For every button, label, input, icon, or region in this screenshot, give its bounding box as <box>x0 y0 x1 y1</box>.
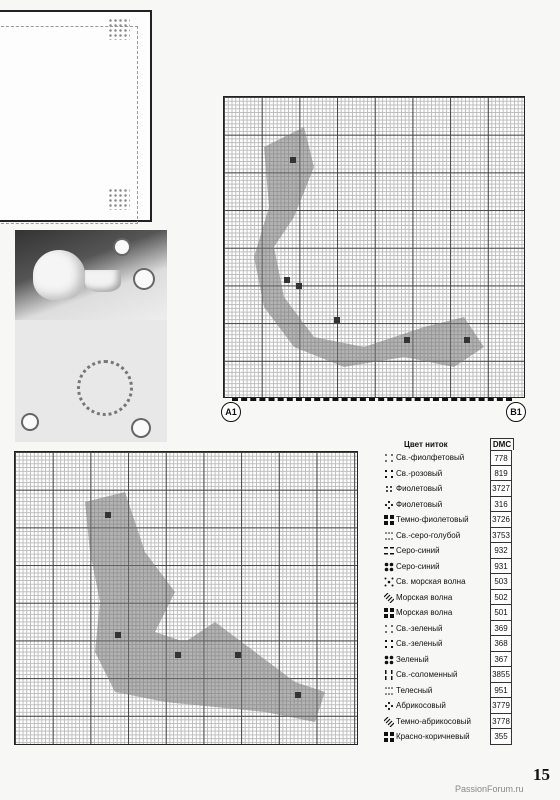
flower <box>23 415 37 429</box>
dmc-code: 369 <box>490 621 512 637</box>
cross-stitch-chart-top <box>223 96 525 398</box>
stitch-symbol-icon <box>384 500 394 510</box>
legend-item <box>384 667 514 683</box>
legend-item <box>384 466 514 482</box>
thread-color-name: Св.-зеленый <box>396 639 443 648</box>
legend-item <box>384 528 514 544</box>
dmc-code: 778 <box>490 450 512 466</box>
lace-corner-top <box>108 18 130 40</box>
legend-item <box>384 621 514 637</box>
legend-item <box>384 590 514 606</box>
legend-item <box>384 652 514 668</box>
legend-rows <box>384 450 514 745</box>
thread-color-name: Темно-фиолетовый <box>396 515 469 524</box>
dmc-code: 3753 <box>490 528 512 544</box>
thread-color-name: Св.-зеленый <box>396 623 443 633</box>
stitch-symbol-icon <box>384 469 394 479</box>
stitch-symbol-icon <box>384 515 394 525</box>
dmc-code: 951 <box>490 683 512 699</box>
stitch-symbol-icon <box>384 484 394 494</box>
stitch-symbol-icon <box>384 593 394 603</box>
marker-a1: A1 <box>221 402 241 422</box>
teacup <box>85 270 121 292</box>
page-number: 15 <box>533 765 550 784</box>
legend-item <box>384 559 514 575</box>
watermark: PassionForum.ru <box>455 784 524 794</box>
flower <box>135 270 153 288</box>
dmc-code: 932 <box>490 543 512 559</box>
flower <box>133 420 149 436</box>
stitch-symbol-icon <box>384 546 394 556</box>
chart-join-line <box>232 398 512 401</box>
decorative-card <box>0 10 152 222</box>
stitch-symbol-icon <box>384 624 394 634</box>
dmc-code: 316 <box>490 497 512 513</box>
dmc-header: DMC <box>490 438 514 450</box>
dmc-code: 3778 <box>490 714 512 730</box>
dmc-code: 501 <box>490 605 512 621</box>
thread-color-name: Абрикосовый <box>396 701 446 710</box>
stitch-pattern <box>15 452 359 746</box>
thread-color-name: Морская волна <box>396 608 453 617</box>
dmc-code: 3779 <box>490 698 512 714</box>
thread-color-name: Св.-розовый <box>396 468 443 478</box>
thread-color-name: Серо-синий <box>396 546 440 555</box>
legend-title: Цвет ниток <box>404 440 448 449</box>
cross-stitch-chart-bottom <box>14 451 358 745</box>
dmc-code: 3727 <box>490 481 512 497</box>
thread-color-name: Телесный <box>396 685 433 695</box>
legend-item <box>384 714 514 730</box>
stitch-symbol-icon <box>384 670 394 680</box>
legend-item <box>384 497 514 513</box>
dmc-code: 3726 <box>490 512 512 528</box>
teapot <box>33 250 85 300</box>
dmc-code: 503 <box>490 574 512 590</box>
legend-item <box>384 729 514 745</box>
stitch-symbol-icon <box>384 453 394 463</box>
dmc-code: 355 <box>490 729 512 745</box>
stitch-symbol-icon <box>384 717 394 727</box>
legend-item <box>384 512 514 528</box>
stitch-symbol-icon <box>384 531 394 541</box>
stitch-symbol-icon <box>384 562 394 572</box>
legend-item <box>384 605 514 621</box>
dmc-code: 367 <box>490 652 512 668</box>
thread-color-name: Св.-фиолфетовый <box>396 453 465 462</box>
stitch-symbol-icon <box>384 701 394 711</box>
dmc-code: 3855 <box>490 667 512 683</box>
stitch-symbol-icon <box>384 655 394 665</box>
flower <box>115 240 129 254</box>
legend-item <box>384 636 514 652</box>
stitch-symbol-icon <box>384 608 394 618</box>
legend-item <box>384 683 514 699</box>
thread-color-name: Св. морская волна <box>396 577 466 586</box>
thread-color-name: Темно-абрикосовый <box>396 716 471 726</box>
stitch-symbol-icon <box>384 686 394 696</box>
thread-color-name: Морская волна <box>396 592 453 602</box>
stitch-symbol-icon <box>384 577 394 587</box>
thread-color-name: Св.-соломенный <box>396 670 458 679</box>
thread-color-name: Красно-коричневый <box>396 732 470 741</box>
dmc-code: 502 <box>490 590 512 606</box>
thread-color-name: Фиолетовый <box>396 499 443 509</box>
thread-legend <box>384 437 514 745</box>
thread-color-name: Зеленый <box>396 654 429 664</box>
lace-corner-bottom <box>108 188 130 210</box>
dmc-code: 368 <box>490 636 512 652</box>
marker-b1: B1 <box>506 402 526 422</box>
legend-item <box>384 543 514 559</box>
dmc-code: 931 <box>490 559 512 575</box>
tablecloth-photo <box>15 230 167 442</box>
stitch-symbol-icon <box>384 732 394 742</box>
embroidery-motif <box>77 360 133 416</box>
legend-item <box>384 698 514 714</box>
legend-header <box>384 437 514 450</box>
legend-item <box>384 574 514 590</box>
legend-item <box>384 481 514 497</box>
stitch-pattern <box>224 97 526 399</box>
thread-color-name: Серо-синий <box>396 561 440 571</box>
thread-color-name: Фиолетовый <box>396 484 443 493</box>
legend-item <box>384 450 514 466</box>
thread-color-name: Св.-серо-голубой <box>396 530 461 540</box>
stitch-symbol-icon <box>384 639 394 649</box>
dmc-code: 819 <box>490 466 512 482</box>
